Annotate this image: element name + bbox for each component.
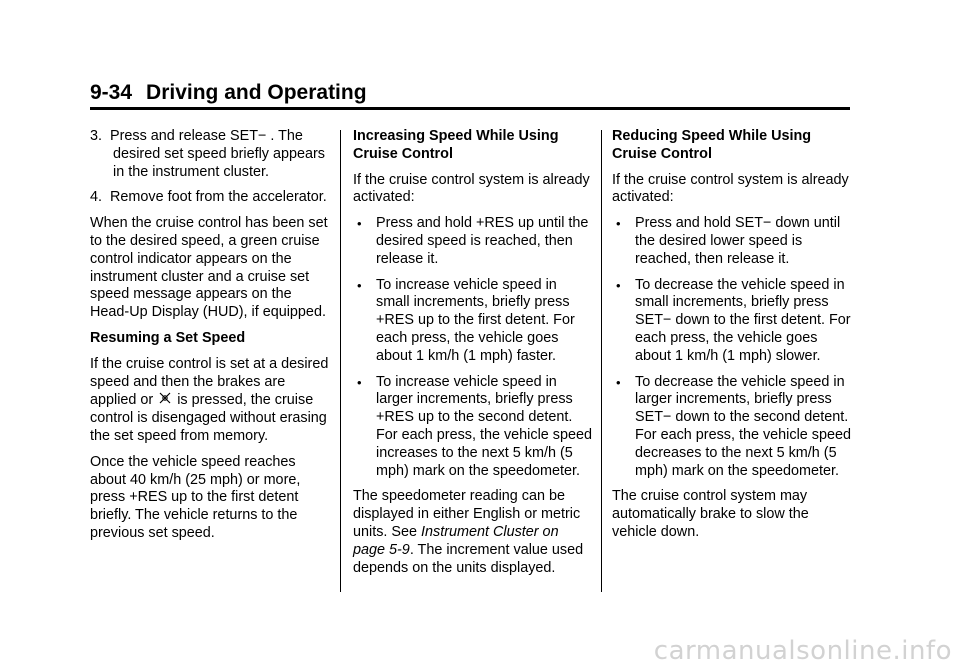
cruise-cancel-icon [157,391,173,405]
bullet-icon: • [616,216,621,232]
auto-brake-paragraph: The cruise control system may automatically brake to slow the vehicle down. [612,488,809,540]
resume-paragraph-2: Once the vehicle speed reaches about 40 km/h (25 mph) or more, press +RES up to the first detent briefly. The vehicle returns to the previous set speed. [90,453,301,541]
bullet-text: Press and hold SET− down until the desired lower speed is reached, then release it. [635,215,841,267]
instrument-cluster-link[interactable]: Instrument Cluster on page 5-9 [353,523,559,558]
bullet-icon: • [616,374,621,390]
units-text-b: . The increment value used depends on the units displayed. [353,541,584,576]
column-1 [90,128,330,551]
reduce-intro: If the cruise control system is already activated: [612,171,849,206]
resume-text-a: If the cruise control is set at a desired speed and then the brakes are applied or [90,355,329,409]
step-number: 3. [90,128,103,144]
units-text-a: The speedometer reading can be displayed in either English or metric units. See [353,488,581,540]
resume-text-b: is pressed, the cruise control is disengaged without erasing the set speed from memory. [90,392,327,444]
column-divider-1 [340,130,341,592]
bullet-text: To decrease the vehicle speed in larger increments, briefly press SET− down to the second detent. For each press, the vehicle speed decreases to the next 5 km/h (5 mph) mark on the speedometer. [635,373,851,479]
bullet-icon: • [616,277,621,293]
resume-paragraph-1 [90,356,330,446]
bullet-text: To increase vehicle speed in small increments, briefly press +RES up to the first detent. For each press, the vehicle goes about 1 km/h (1 mph) faster. [376,276,575,364]
list-item [353,277,593,366]
step-text: Press and release SET− . The desired set speed briefly appears in the instrument cluster. [110,128,325,180]
bullet-text: To increase vehicle speed in larger increments, briefly press +RES up to the second detent. For each press, the vehicle speed increases to the next 5 km/h (5 mph) mark on the speedometer. [376,373,592,479]
column-3 [612,128,856,550]
header-rule [90,107,850,110]
increase-heading: Increasing Speed While Using Cruise Control [353,128,559,162]
list-item [612,374,856,481]
page-number: 9-34 [90,81,133,104]
list-item [612,277,856,366]
resume-heading: Resuming a Set Speed [90,329,246,346]
watermark: carmanualsonline.info [653,636,952,666]
section-title: Driving and Operating [146,81,367,104]
increase-intro: If the cruise control system is already activated: [353,171,590,206]
list-item [353,215,593,268]
page-header [90,80,850,110]
column-divider-2 [601,130,602,592]
step-number: 4. [90,189,103,206]
list-item [353,374,593,481]
reduce-heading: Reducing Speed While Using Cruise Control [612,128,812,162]
bullet-text: To decrease the vehicle speed in small increments, briefly press SET− down to the first detent. For each press, the vehicle goes about 1 km/h (1 mph) slower. [635,276,851,364]
engaged-paragraph: When the cruise control has been set to the desired speed, a green cruise control indicator appears on the instrument cluster and a cruise set speed message appears on the Head-Up Display (HUD), if equipped. [90,215,328,321]
bullet-text: Press and hold +RES up until the desired speed is reached, then release it. [376,215,589,267]
bullet-icon: • [357,374,362,390]
column-2 [353,128,593,585]
step-3 [90,128,330,181]
bullet-icon: • [357,216,362,232]
units-paragraph [353,488,593,577]
step-4 [90,189,330,207]
bullet-icon: • [357,277,362,293]
step-text: Remove foot from the accelerator. [110,189,327,206]
list-item [612,215,856,268]
